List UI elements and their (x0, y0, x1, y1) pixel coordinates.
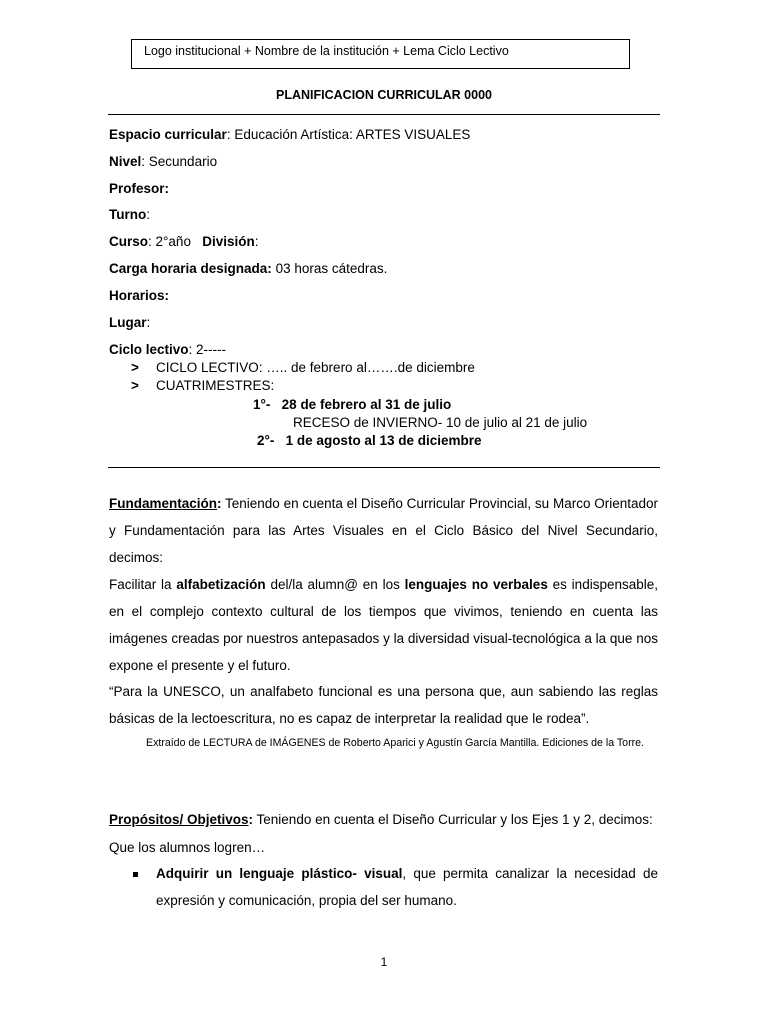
cuatrimestre-2: 2°- 1 de agosto al 13 de diciembre (257, 433, 482, 448)
field-carga-horaria: Carga horaria designada: 03 horas cátedras. (109, 261, 388, 276)
field-espacio-curricular: Espacio curricular: Educación Artística: ARTES VISUALES (109, 127, 471, 142)
arrow-bullet-icon: > (131, 378, 139, 393)
receso-invierno: RECESO de INVIERNO- 10 de julio al 21 de julio (293, 415, 588, 430)
fundamentacion-quote: “Para la UNESCO, un analfabeto funcional es una persona que, aun sabiendo las reglas básicas de la lectoescritura, no es capaz de interpretar la realidad que le rodea”. (109, 684, 658, 726)
header-placeholder-box: Logo institucional + Nombre de la institución + Lema Ciclo Lectivo (131, 39, 630, 69)
field-nivel: Nivel: Secundario (109, 154, 218, 169)
cuatrimestres-item: CUATRIMESTRES: (156, 378, 275, 393)
cuatrimestre-1: 1°- 28 de febrero al 31 de julio (253, 397, 452, 412)
field-curso-division: Curso: 2°año División: (109, 234, 259, 249)
divider-middle (108, 467, 660, 468)
page-title: PLANIFICACION CURRICULAR 0000 (276, 88, 492, 102)
propositos-subline: Que los alumnos logren… (109, 840, 266, 855)
field-ciclo-lectivo: Ciclo lectivo: 2----- (109, 342, 227, 357)
divider-top (108, 114, 660, 115)
fundamentacion-paragraph-1: Fundamentación: Teniendo en cuenta el Diseño Curricular Provincial, su Marco Orientador y Fundamentación para las Artes Visuales en el Ciclo Básico del Nivel Secundario, decimos: (109, 496, 658, 565)
field-turno: Turno: (109, 207, 151, 222)
field-profesor: Profesor: (109, 181, 170, 196)
arrow-bullet-icon: > (131, 360, 139, 375)
ciclo-lectivo-item: CICLO LECTIVO: ….. de febrero al…….de diciembre (156, 360, 475, 375)
field-lugar: Lugar: (109, 315, 151, 330)
square-bullet-icon (133, 872, 138, 877)
field-horarios: Horarios: (109, 288, 170, 303)
propositos-bullet-1: Adquirir un lenguaje plástico- visual, que permita canalizar la necesidad de expresión y comunicación, propia del ser humano. (156, 866, 658, 908)
fundamentacion-citation: Extraído de LECTURA de IMÁGENES de Roberto Aparici y Agustín García Mantilla. Ediciones de la Torre. (146, 737, 644, 749)
page-number: 1 (380, 955, 388, 969)
propositos-paragraph: Propósitos/ Objetivos: Teniendo en cuenta el Diseño Curricular y los Ejes 1 y 2, decimos: (109, 812, 653, 827)
fundamentacion-paragraph-2: Facilitar la alfabetización del/la alumn@ en los lenguajes no verbales es indispensable, en el complejo contexto cultural de los tiempos que vivimos, teniendo en cuenta las imágenes creadas por nuestros antepasados y la diversidad visual-tecnológica a la que nos expone el presente y el futuro. (109, 577, 658, 673)
